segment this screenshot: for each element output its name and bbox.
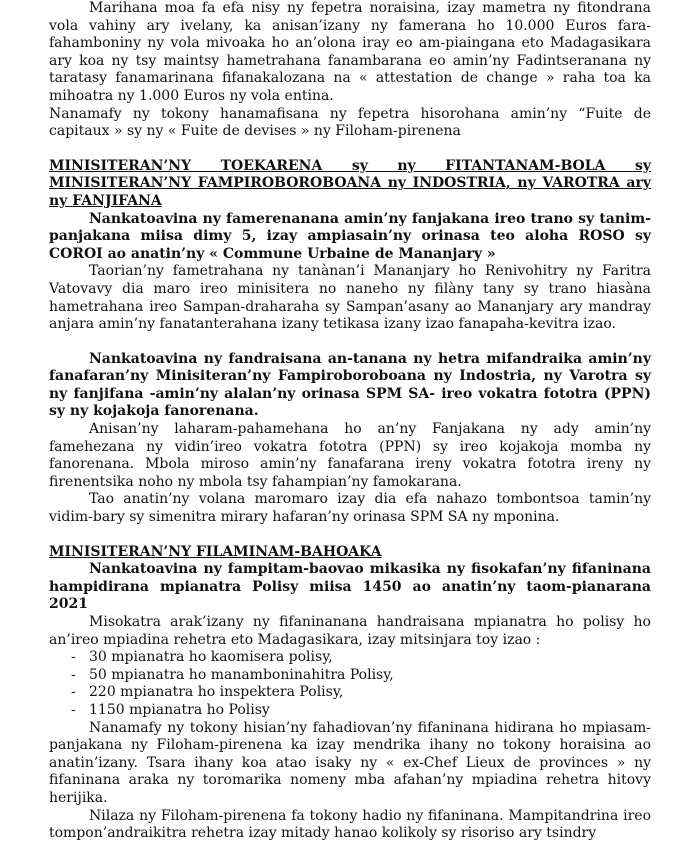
section-gap [49, 334, 651, 351]
dash-bullet: - [71, 666, 76, 683]
section-gap [49, 527, 651, 544]
section-gap [49, 141, 651, 158]
paragraph-mananjary: Taorian’ny fametrahana ny tanànan’i Mananjary ho Renivohitry ny Faritra Vatovavy dia maro ireo minisitera no naneho ny filàny tany sy trano hiasàna hametrahana ireo Sampan-draharaha sy Sampan’asany ao Mananjary ary mandray anjara amin’ny fanatanterahana izany tetikasa izany izao fanapaha-kevitra izao. [49, 263, 651, 333]
decision-title-police: Nankatoavina ny fampitam-baovao mikasika ny fisokafan’ny fifaninana hampidirana mpianatra Polisy miisa 1450 ao anatin’ny taom-pianarana 2021 [49, 561, 651, 613]
ministry-heading-economy-line2: MINISITERAN’NY FAMPIROBOROBOANA ny INDOSTRIA, ny VAROTRA ary [49, 175, 651, 192]
ministry-heading-economy-line1: MINISITERAN’NY TOEKARENA sy ny FITANTANAM-BOLA sy [49, 157, 651, 174]
ministry-heading-economy-line3: ny FANJIFANA [49, 192, 162, 209]
list-item: - 30 mpianatra ho kaomisera polisy, [71, 649, 333, 666]
decision-title-mananjary: Nankatoavina ny famerenanana amin’ny fanjakana ireo trano sy tanim-panjakana miisa dimy 5, izay ampiasain’ny orinasa teo aloha ROSO sy COROI ao anatin’ny « Commune Urbaine de Mananjary » [49, 210, 651, 262]
paragraph-spm-benefit: Tao anatin’ny volana maromaro izay dia efa nahazo tombontsoa tamin’ny vidim-bary sy simenitra mirary hafaran’ny orinasa SPM SA ny mponina. [49, 491, 651, 526]
paragraph-president-warning: Nilaza ny Filoham-pirenena fa tokony hadio ny fifaninana. Mampitandrina ireo tompon’andraikitra rehetra izay mitady hanao kolikoly sy risoriso ary tsindry [49, 807, 651, 842]
list-item: - 1150 mpianatra ho Polisy [71, 701, 270, 718]
paragraph-exam-fairness: Nanamafy ny tokony hisian’ny fahadiovan’ny fifaninana hidirana ho mpiasam-panjakana ny Filoham-pirenena ka izay mendrika ihany no tokony horaisina ao anatin’izany. Tsara ihany koa atao isaky ny « ex-Chef Lieux de provinces » ny fifaninana araka ny toromarika nomeny mba afahan’ny mpiadina rehetra hitovy herijika. [49, 719, 651, 806]
paragraph-police-exam: Misokatra arak’izany ny fifaninanana handraisana mpianatra ho polisy ho an’ireo mpiadina rehetra eto Madagasikara, izay mitsinjara toy izao : [49, 614, 651, 648]
dash-bullet: - [71, 684, 76, 701]
paragraph-exchange-rules: Marihana moa fa efa nisy ny fepetra noraisina, izay mametra ny fitondrana vola vahiny ary ivelany, ka anisan’izany ny famerana ho 10.000 Euros fara-fahamboniny ny vola mivoaka ho an’olona iray eo am-piaingana eto Madagasikara ary koa ny tsy maintsy hametrahana fanambarana eo amin’ny Fadintseranana ny taratasy fanamarinana fifanakalozana na « attestation de change » raha toa ka mihoatra ny 1.000 Euros ny vola entina. [49, 0, 651, 104]
dash-bullet: - [71, 649, 76, 666]
list-item: - 220 mpianatra ho inspektera Polisy, [71, 684, 344, 701]
paragraph-capital-flight: Nanamafy ny tokony hanamafisana ny fepetra hisorohana amin’ny “Fuite de capitaux » sy ny « Fuite de devises » ny Filoham-pirenena [49, 105, 651, 140]
police-quota-list [49, 649, 651, 719]
paragraph-ppn-priority: Anisan’ny laharam-pahamehana ho an’ny Fanjakana ny ady amin’ny famehezana ny vidin’ireo vokatra fototra (PPN) sy ireo kojakoja momba ny fanorenana. Mbola miroso amin’ny fanafarana ireny vokatra fototra ireny ny firenentsika noho ny mbola tsy fahampian’ny famokarana. [49, 421, 651, 490]
list-item: - 50 mpianatra ho manamboninahitra Polisy, [71, 666, 394, 683]
decision-title-ppn: Nankatoavina ny fandraisana an-tanana ny hetra mifandraika amin’ny fanafaran’ny Minisiteran’ny Fampiroboroboana ny Indostria, ny Varotra sy ny fanjifana -amin’ny alalan’ny orinasa SPM SA- ireo vokatra fototra (PPN) sy ny kojakoja fanorenana. [49, 350, 651, 420]
dash-bullet: - [71, 701, 76, 718]
ministry-heading-security: MINISITERAN’NY FILAMINAM-BAHOAKA [49, 543, 382, 560]
